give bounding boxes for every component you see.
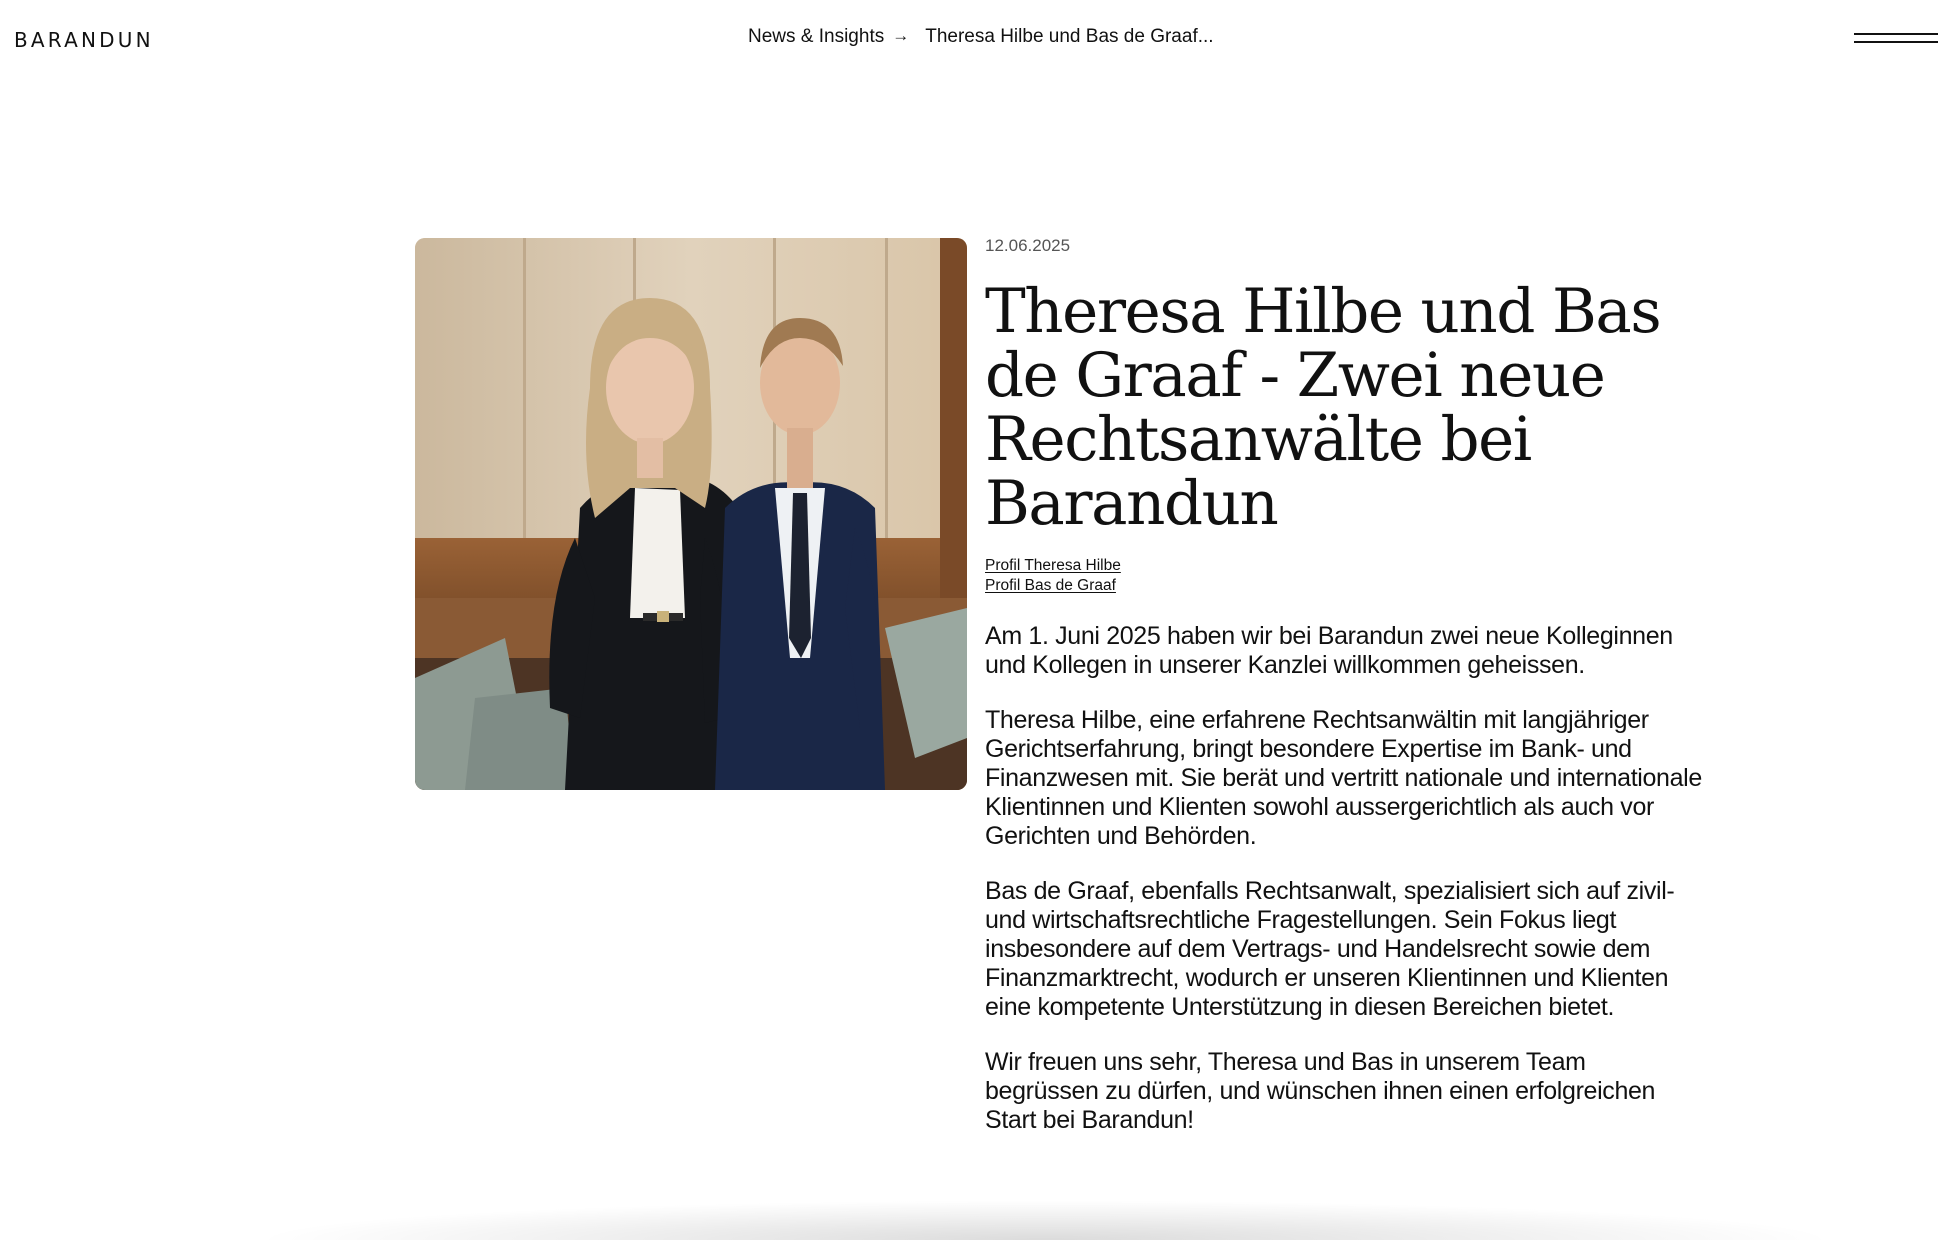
article-paragraph: Bas de Graaf, ebenfalls Rechtsanwalt, spezialisiert sich auf zivil- und wirtschaftsrechtliche Fragestellungen. Sein Fokus liegt insbesondere auf dem Vertrags- und Handelsrecht sowie dem Finanzmarktrecht, wodurch er unseren Klientinnen und Klienten eine kompetente Unterstützung in diesen Bereichen bietet. — [985, 877, 1675, 1021]
article-paragraph: Am 1. Juni 2025 haben wir bei Barandun zwei neue Kolleginnen und Kollegen in unserer Kanzlei willkommen geheissen. — [985, 622, 1673, 679]
barandun-logo[interactable]: BARANDUN — [14, 28, 154, 52]
profile-links — [985, 556, 1705, 596]
bottom-shadow — [250, 1200, 1840, 1240]
article-photo — [415, 238, 967, 790]
menu-line-top — [1854, 33, 1938, 35]
profile-link-theresa-hilbe[interactable]: Profil Theresa Hilbe — [985, 557, 1121, 574]
article-date: 12.06.2025 — [985, 236, 1071, 255]
breadcrumb-news-insights[interactable]: News & Insights — [748, 26, 885, 47]
article-content — [985, 236, 1705, 1161]
breadcrumb-current-page: Theresa Hilbe und Bas de Graaf... — [925, 26, 1214, 47]
article-paragraph: Theresa Hilbe, eine erfahrene Rechtsanwältin mit langjähriger Gerichtserfahrung, bringt besondere Expertise im Bank- und Finanzwesen mit. Sie berät und vertritt nationale und internationale Klientinnen und Klienten sowohl aussergerichtlich als auch vor Gerichten und Behörden. — [985, 706, 1702, 850]
arrow-right-icon: → — [892, 26, 910, 45]
breadcrumb — [748, 26, 1214, 48]
hamburger-icon[interactable] — [1854, 30, 1938, 46]
site-header — [0, 0, 1954, 78]
menu-line-bottom — [1854, 41, 1938, 43]
article-title: Theresa Hilbe und Bas de Graaf - Zwei neue Rechtsanwälte bei Barandun — [985, 276, 1661, 539]
article-body — [985, 622, 1705, 1135]
profile-link-bas-de-graaf[interactable]: Profil Bas de Graaf — [985, 577, 1116, 594]
article-paragraph: Wir freuen uns sehr, Theresa und Bas in unserem Team begrüssen zu dürfen, und wünschen ihnen einen erfolgreichen Start bei Barandun! — [985, 1048, 1656, 1134]
